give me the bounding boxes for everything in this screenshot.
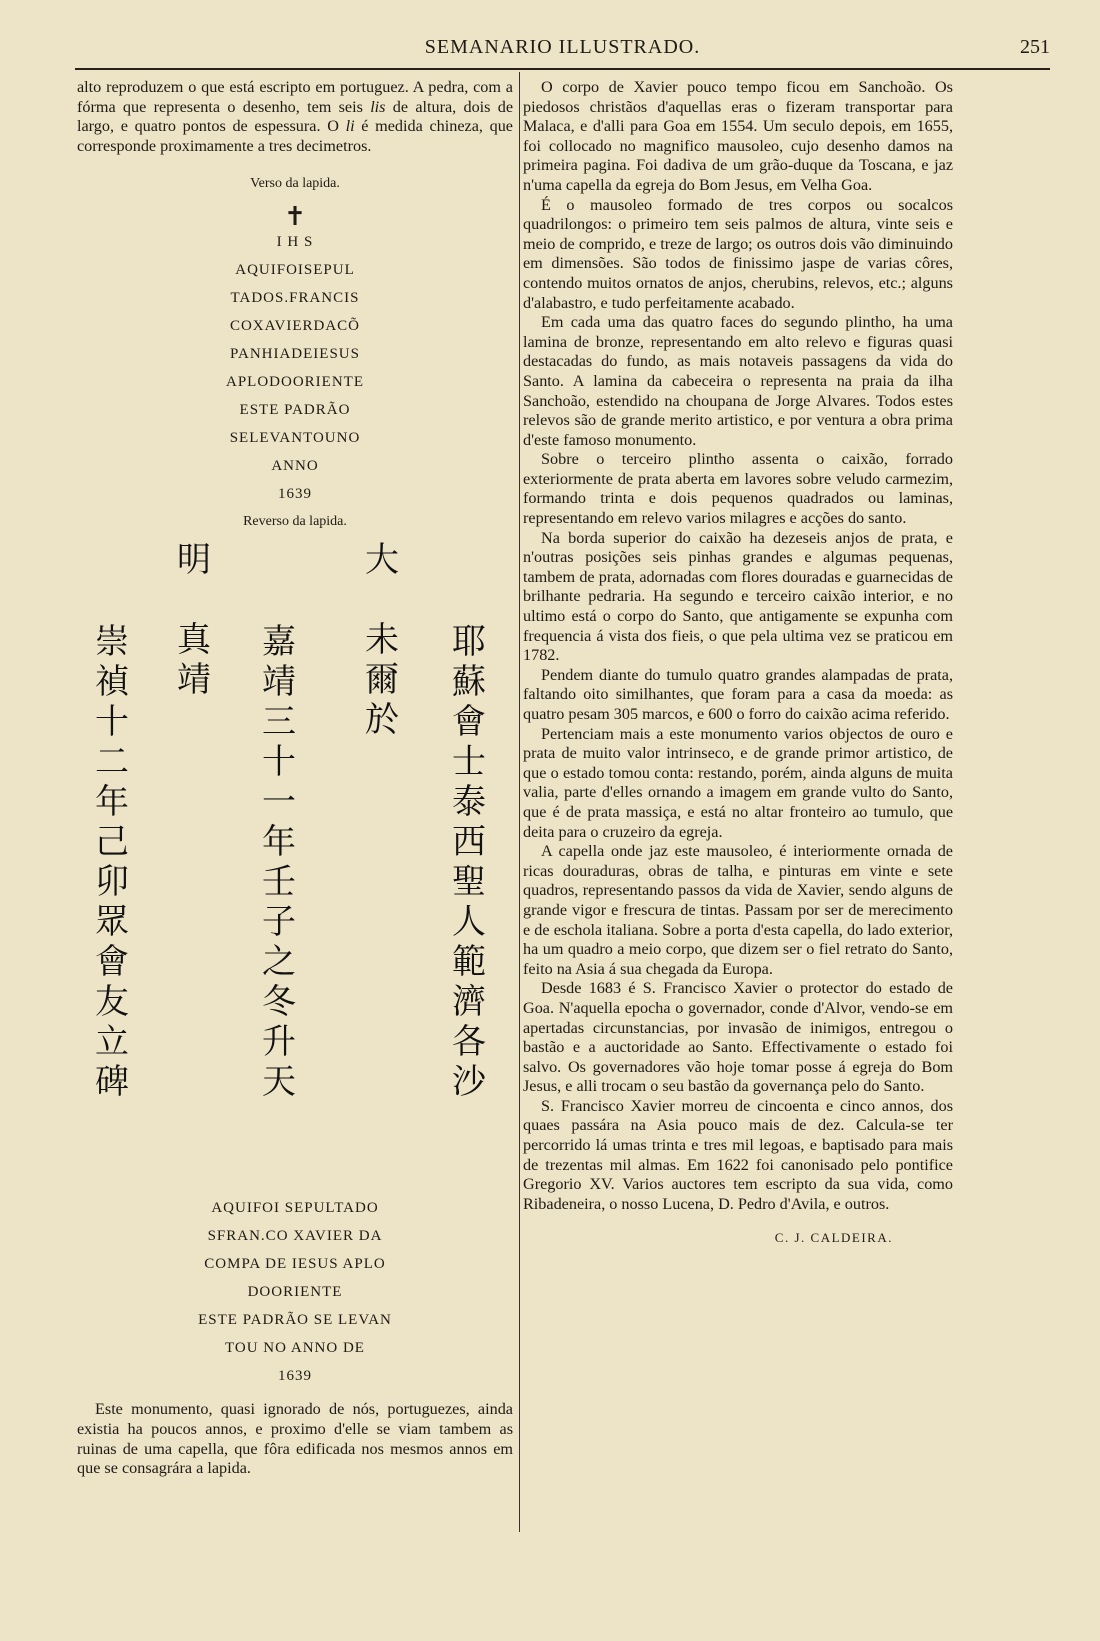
intro-text-2: de altura, dois de largo, e quatro pontos de espessura. O — [77, 97, 514, 136]
page-number: 251 — [1020, 36, 1050, 58]
chinese-character: 蘇 — [452, 662, 486, 703]
chinese-column — [452, 622, 486, 1102]
chinese-character: 二 — [95, 742, 129, 783]
inscription-line: DOORIENTE — [247, 1284, 343, 1301]
chinese-character — [377, 580, 388, 620]
inscription-line: 1639 — [278, 486, 312, 503]
article-paragraph: S. Francisco Xavier morreu de cincoenta e cinco annos, dos quaes passára na Asia pouco mais de dez. Calcula-se ter percorrido lá umas trinta e tres mil legoas, e baptisado para mais de trezentas mil almas. Em 1622 foi canonisado pelo pontifice Gregorio XV. Varios auctores tem escripto da sua vida, como Ribadeneira, o nosso Lucena, D. Pedro d'Avila, e outros. — [523, 1096, 953, 1213]
inscription-line: AQUIFOISEPUL — [235, 262, 355, 279]
column-divider — [519, 72, 520, 1532]
chinese-character: 十 — [262, 742, 296, 783]
intro-paragraph — [77, 78, 513, 156]
chinese-character: 禎 — [95, 662, 129, 703]
chinese-character: 人 — [452, 902, 486, 943]
chinese-character: 壬 — [262, 862, 296, 903]
chinese-character: 崇 — [95, 622, 129, 663]
article-paragraph: Pendem diante do tumulo quatro grandes alampadas de prata, faltando oito similhantes, que foram para a casa da moeda: as quatro pesam 305 marcos, e 600 o forro do caixão acima referido. — [523, 665, 953, 723]
chinese-character: 明 — [177, 540, 211, 581]
header-rule — [75, 68, 1050, 70]
chinese-character: 碑 — [95, 1062, 129, 1103]
chinese-character: 會 — [95, 942, 129, 983]
intro-lis: lis — [370, 97, 386, 116]
article-paragraph: Em cada uma das quatro faces do segundo plintho, ha uma lamina de bronze, representando em alto relevo e figuras quasi destacadas do fundo, as mais notaveis passagens da vida do Santo. A lamina da cabeceira o representa na praia da ilha Sanchoão, estendido na choupana de Jorge Alvares. Todos estes relevos são de grande merito artistico, e por ventura a obra prima d'este famoso monumento. — [523, 313, 953, 449]
chinese-character: 西 — [452, 822, 486, 863]
article-paragraph: A capella onde jaz este mausoleo, é interiormente ornada de ricas douraduras, obras de talha, e pinturas em vinte e sete quadros, representando passos da vida de Xavier, sendo alguns de grande vigor e frescura de tintas. Passam por ser de merecimento e de eschola italiana. Sobre a porta d'esta capella, do lado exterior, ha um quadro a meio corpo, que dizem ser o fiel retrato do Santo, feito na Asia á sua chegada da Europa. — [523, 842, 953, 978]
inscription-line: AQUIFOI SEPULTADO — [211, 1200, 379, 1217]
chinese-character — [189, 580, 200, 620]
chinese-character: 濟 — [452, 982, 486, 1023]
inscription-line: COXAVIERDACÕ — [229, 318, 361, 335]
publication-title: SEMANARIO ILLUSTRADO. — [424, 36, 701, 58]
reverso-caption: Reverso da lapida. — [243, 514, 347, 530]
article-paragraph: O corpo de Xavier pouco tempo ficou em Sanchoão. Os piedosos christãos d'aquellas eras o fizeram transportar para Malaca, e d'alli para Goa em 1554. Um seculo depois, em 1655, foi collocado no magnifico mausoleo, cujo desenho damos na primeira pagina. Foi dadiva de um grão-duque da Toscana, e jaz n'uma capella da egreja do Bom Jesus, em Velha Goa. — [523, 78, 953, 194]
chinese-character: 未 — [365, 620, 399, 661]
chinese-character: 爾 — [365, 660, 399, 701]
chinese-column — [365, 540, 399, 740]
chinese-character: 升 — [262, 1022, 296, 1063]
intro-li: li — [345, 117, 355, 136]
chinese-character: 年 — [262, 822, 296, 863]
inscription-line: TOU NO ANNO DE — [225, 1340, 365, 1357]
chinese-character: 眾 — [95, 902, 129, 943]
chinese-character: 各 — [452, 1022, 486, 1063]
page-header — [75, 34, 1050, 64]
chinese-character: 一 — [262, 782, 296, 823]
chinese-character: 嘉 — [262, 622, 296, 663]
inscription-line: APLODOORIENTE — [226, 374, 364, 391]
author-signature: C. J. CALDEIRA. — [774, 1230, 893, 1246]
chinese-character: 天 — [262, 1062, 296, 1103]
inscription-line: SFRAN.CO XAVIER DA — [207, 1228, 383, 1245]
article-paragraph: Desde 1683 é S. Francisco Xavier o protector do estado de Goa. N'aquella epocha o governador, conde d'Alvor, vendo-se em apertadas circunstancias, por invasão de inimigos, entregou o bastão e a auctoridade ao Santo. Effectivamente o estado foi salvo. Os governadores vão hoje tomar posse á egreja do Bom Jesus, e alli trocam o seu bastão da governança pelo do Santo. — [523, 979, 953, 1096]
intro-text-3: é medida chineza, que corresponde proximamente a tres decimetros. — [77, 117, 513, 155]
verso-caption: Verso da lapida. — [250, 176, 340, 192]
chinese-character: 三 — [262, 702, 296, 743]
article-paragraph: Na borda superior do caixão ha dezeseis anjos de prata, e n'outras posições seis pinhas grandes e algumas pequenas, tambem de prata, adornadas com flores douradas e guarnecidas de brilhante pedraria. Ha segundo e terceiro caixão interior, e no ultimo está o corpo do Santo, que antigamente se expunha com frequencia á vista dos fieis, o que pela ultima vez se praticou em 1782. — [523, 528, 953, 665]
article-paragraph: É o mausoleo formado de tres corpos ou socalcos quadrilongos: o primeiro tem seis palmos de altura, vinte seis e meio de comprido, e treze de largo; os outros dois vão diminuindo em dimensões. São todos de finissimo jaspe de varias côres, contendo muitos ornatos de anjos, cherubins, relevos, etc.; alguns d'alabastro, e tudo perfeitamente acabado. — [523, 195, 953, 312]
chinese-inscription — [77, 540, 513, 1180]
reverso-inscription — [77, 1194, 513, 1390]
right-column — [523, 78, 953, 1246]
chinese-character: 會 — [452, 702, 486, 743]
chinese-character: 冬 — [262, 982, 296, 1023]
chinese-character: 於 — [365, 700, 399, 741]
chinese-character: 靖 — [262, 662, 296, 703]
chinese-column — [177, 540, 211, 700]
inscription-line: TADOS.FRANCIS — [230, 290, 360, 307]
inscription-line: COMPA DE IESUS APLO — [204, 1256, 386, 1273]
chinese-character: 士 — [452, 742, 486, 783]
chinese-character: 靖 — [177, 660, 211, 701]
chinese-character: 耶 — [452, 622, 486, 663]
chinese-character: 聖 — [452, 862, 486, 903]
inscription-line: 1639 — [278, 1368, 312, 1385]
cross-icon: ✝ — [284, 202, 306, 233]
article-paragraph: Sobre o terceiro plintho assenta o caixão, forrado exteriormente de prata aberta em lavores sobre veludo carmezim, formando trinta e dois pequenos quadrados ou laminas, representando em relevo varios milagres e acções do santo. — [523, 450, 953, 528]
inscription-line: SELEVANTOUNO — [229, 430, 361, 447]
chinese-character: 十 — [95, 702, 129, 743]
closing-paragraph: Este monumento, quasi ignorado de nós, portuguezes, ainda existia ha poucos annos, e proximo d'elle se viam tambem as ruinas de uma capella, que fôra edificada nos mesmos annos em que se consagrára a lapida. — [77, 1400, 513, 1478]
inscription-line: PANHIADEIESUS — [230, 346, 360, 363]
chinese-character: 沙 — [452, 1062, 486, 1103]
chinese-character: 卯 — [95, 862, 129, 903]
chinese-character: 子 — [262, 902, 296, 943]
chinese-character: 大 — [365, 540, 399, 581]
chinese-character: 年 — [95, 782, 129, 823]
inscription-line: ANNO — [271, 458, 319, 475]
chinese-character: 之 — [262, 942, 296, 983]
inscription-line: I H S — [276, 234, 314, 251]
intro-text-1: alto reproduzem o que está escripto em portuguez. A pedra, com a fórma que representa o desenho, tem seis — [77, 78, 513, 116]
chinese-character: 範 — [452, 942, 486, 983]
verso-inscription — [77, 228, 513, 508]
article-paragraph: Pertenciam mais a este monumento varios objectos de ouro e prata de muito valor intrinseco, e de grande primor artistico, de que o estado tomou conta: restando, porém, ainda alguns de muita valia, parte d'elles ornando a imagem em grande vulto do Santo, que é de prata massiça, e está no altar fronteiro ao tumulo, que deita para o cruzeiro da egreja. — [523, 724, 953, 841]
chinese-character: 真 — [177, 620, 211, 661]
chinese-column — [95, 622, 129, 1102]
chinese-column — [262, 622, 296, 1102]
inscription-line: ESTE PADRÃO SE LEVAN — [198, 1312, 392, 1329]
left-column — [77, 78, 513, 1479]
inscription-line: ESTE PADRÃO — [239, 402, 351, 419]
chinese-character: 立 — [95, 1022, 129, 1063]
chinese-character: 泰 — [452, 782, 486, 823]
chinese-character: 己 — [95, 822, 129, 863]
chinese-character: 友 — [95, 982, 129, 1023]
